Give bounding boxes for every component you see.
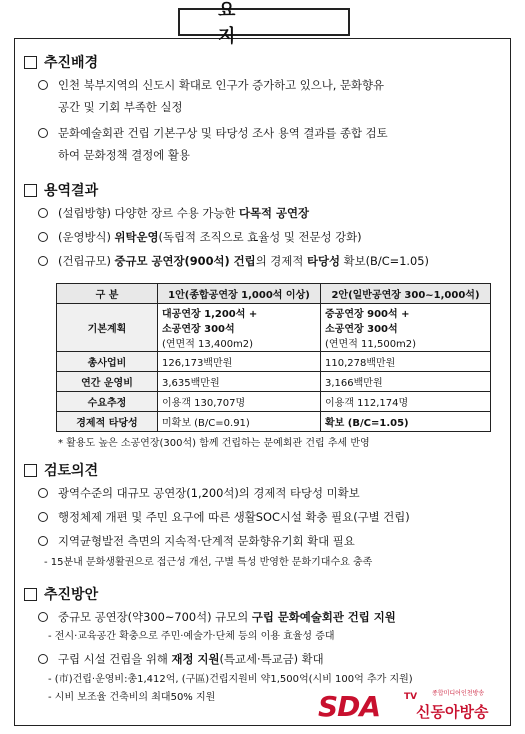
circle-bullet-icon	[38, 536, 48, 546]
list-item: 행정체제 개편 및 주민 요구에 따른 생활SOC시설 확충 필요(구별 건립)	[38, 506, 508, 528]
table-row	[57, 352, 491, 372]
section-heading-background: 추진배경	[24, 52, 98, 72]
circle-bullet-icon	[38, 208, 48, 218]
checkbox-square-icon	[24, 464, 37, 477]
list-item: (운영방식) 위탁운영(독립적 조직으로 효율성 및 전문성 강화)	[38, 226, 508, 248]
table-row	[57, 304, 491, 352]
table-cell: 중공연장 900석 + 소공연장 300석 (연면적 11,500m2)	[321, 304, 491, 352]
checkbox-square-icon	[24, 588, 37, 601]
list-item: 인천 북부지역의 신도시 확대로 인구가 증가하고 있으나, 문화향유 공간 및 기회 부족한 실정	[38, 74, 508, 118]
row-label: 기본계획	[57, 304, 158, 352]
row-label: 총사업비	[57, 352, 158, 372]
list-item: 중규모 공연장(약300~700석) 규모의 구립 문화예술회관 건립 지원	[38, 606, 508, 628]
circle-bullet-icon	[38, 512, 48, 522]
circle-bullet-icon	[38, 612, 48, 622]
list-item: 광역수준의 대규모 공연장(1,200석)의 경제적 타당성 미확보	[38, 482, 508, 504]
comparison-table	[56, 283, 491, 432]
table-header: 구 분	[57, 284, 158, 304]
checkbox-square-icon	[24, 56, 37, 69]
broadcaster-logo: SDA TV 종합미디어인천방송 신동아방송	[318, 690, 489, 723]
page-title: 요 지	[178, 8, 350, 36]
table-cell: 3,166백만원	[321, 372, 491, 392]
circle-bullet-icon	[38, 80, 48, 90]
table-row	[57, 412, 491, 432]
checkbox-square-icon	[24, 184, 37, 197]
row-label: 수요추정	[57, 392, 158, 412]
table-header: 2안(일반공연장 300~1,000석)	[321, 284, 491, 304]
list-item: (설립방향) 다양한 장르 수용 가능한 다목적 공연장	[38, 202, 508, 224]
table-cell: 110,278백만원	[321, 352, 491, 372]
sub-item: - (市)건립·운영비:총1,412억, (구區)건립지원비 약1,500억(시비 100억 추가 지원)	[48, 674, 413, 685]
list-item: 구립 시설 건립을 위해 재정 지원(특교세·특교금) 확대	[38, 648, 508, 670]
section-heading-review: 검토의견	[24, 460, 98, 480]
table-header: 1안(종합공연장 1,000석 이상)	[158, 284, 321, 304]
table-cell: 미확보 (B/C=0.91)	[158, 412, 321, 432]
table-note: * 활용도 높은 소공연장(300석) 함께 건립하는 문예회관 건립 추세 반영	[58, 438, 370, 449]
table-cell: 3,635백만원	[158, 372, 321, 392]
table-header-row	[57, 284, 491, 304]
sub-item: - 전시·교육공간 확충으로 주민·예술가·단체 등의 이용 효율성 증대	[48, 631, 335, 642]
circle-bullet-icon	[38, 256, 48, 266]
table-cell: 이용객 130,707명	[158, 392, 321, 412]
circle-bullet-icon	[38, 128, 48, 138]
list-item: (건립규모) 중규모 공연장(900석) 건립의 경제적 타당성 확보(B/C=1.05)	[38, 250, 508, 272]
table-cell: 대공연장 1,200석 + 소공연장 300석 (연면적 13,400m2)	[158, 304, 321, 352]
table-cell: 126,173백만원	[158, 352, 321, 372]
circle-bullet-icon	[38, 654, 48, 664]
circle-bullet-icon	[38, 232, 48, 242]
list-item: 지역균형발전 측면의 지속적·단계적 문화향유기회 확대 필요	[38, 530, 508, 552]
row-label: 연간 운영비	[57, 372, 158, 392]
section-heading-plan: 추진방안	[24, 584, 98, 604]
sub-item: - 15분내 문화생활권으로 접근성 개선, 구별 특성 반영한 문화기대수요 충족	[44, 557, 373, 568]
list-item: 문화예술회관 건립 기본구상 및 타당성 조사 용역 결과를 종합 검토 하여 문화정책 결정에 활용	[38, 122, 508, 166]
table-row	[57, 392, 491, 412]
row-label: 경제적 타당성	[57, 412, 158, 432]
table-row	[57, 372, 491, 392]
sub-item: - 시비 보조율 건축비의 최대50% 지원	[48, 692, 216, 703]
section-heading-results: 용역결과	[24, 180, 98, 200]
table-cell: 이용객 112,174명	[321, 392, 491, 412]
table-cell: 확보 (B/C=1.05)	[321, 412, 491, 432]
circle-bullet-icon	[38, 488, 48, 498]
